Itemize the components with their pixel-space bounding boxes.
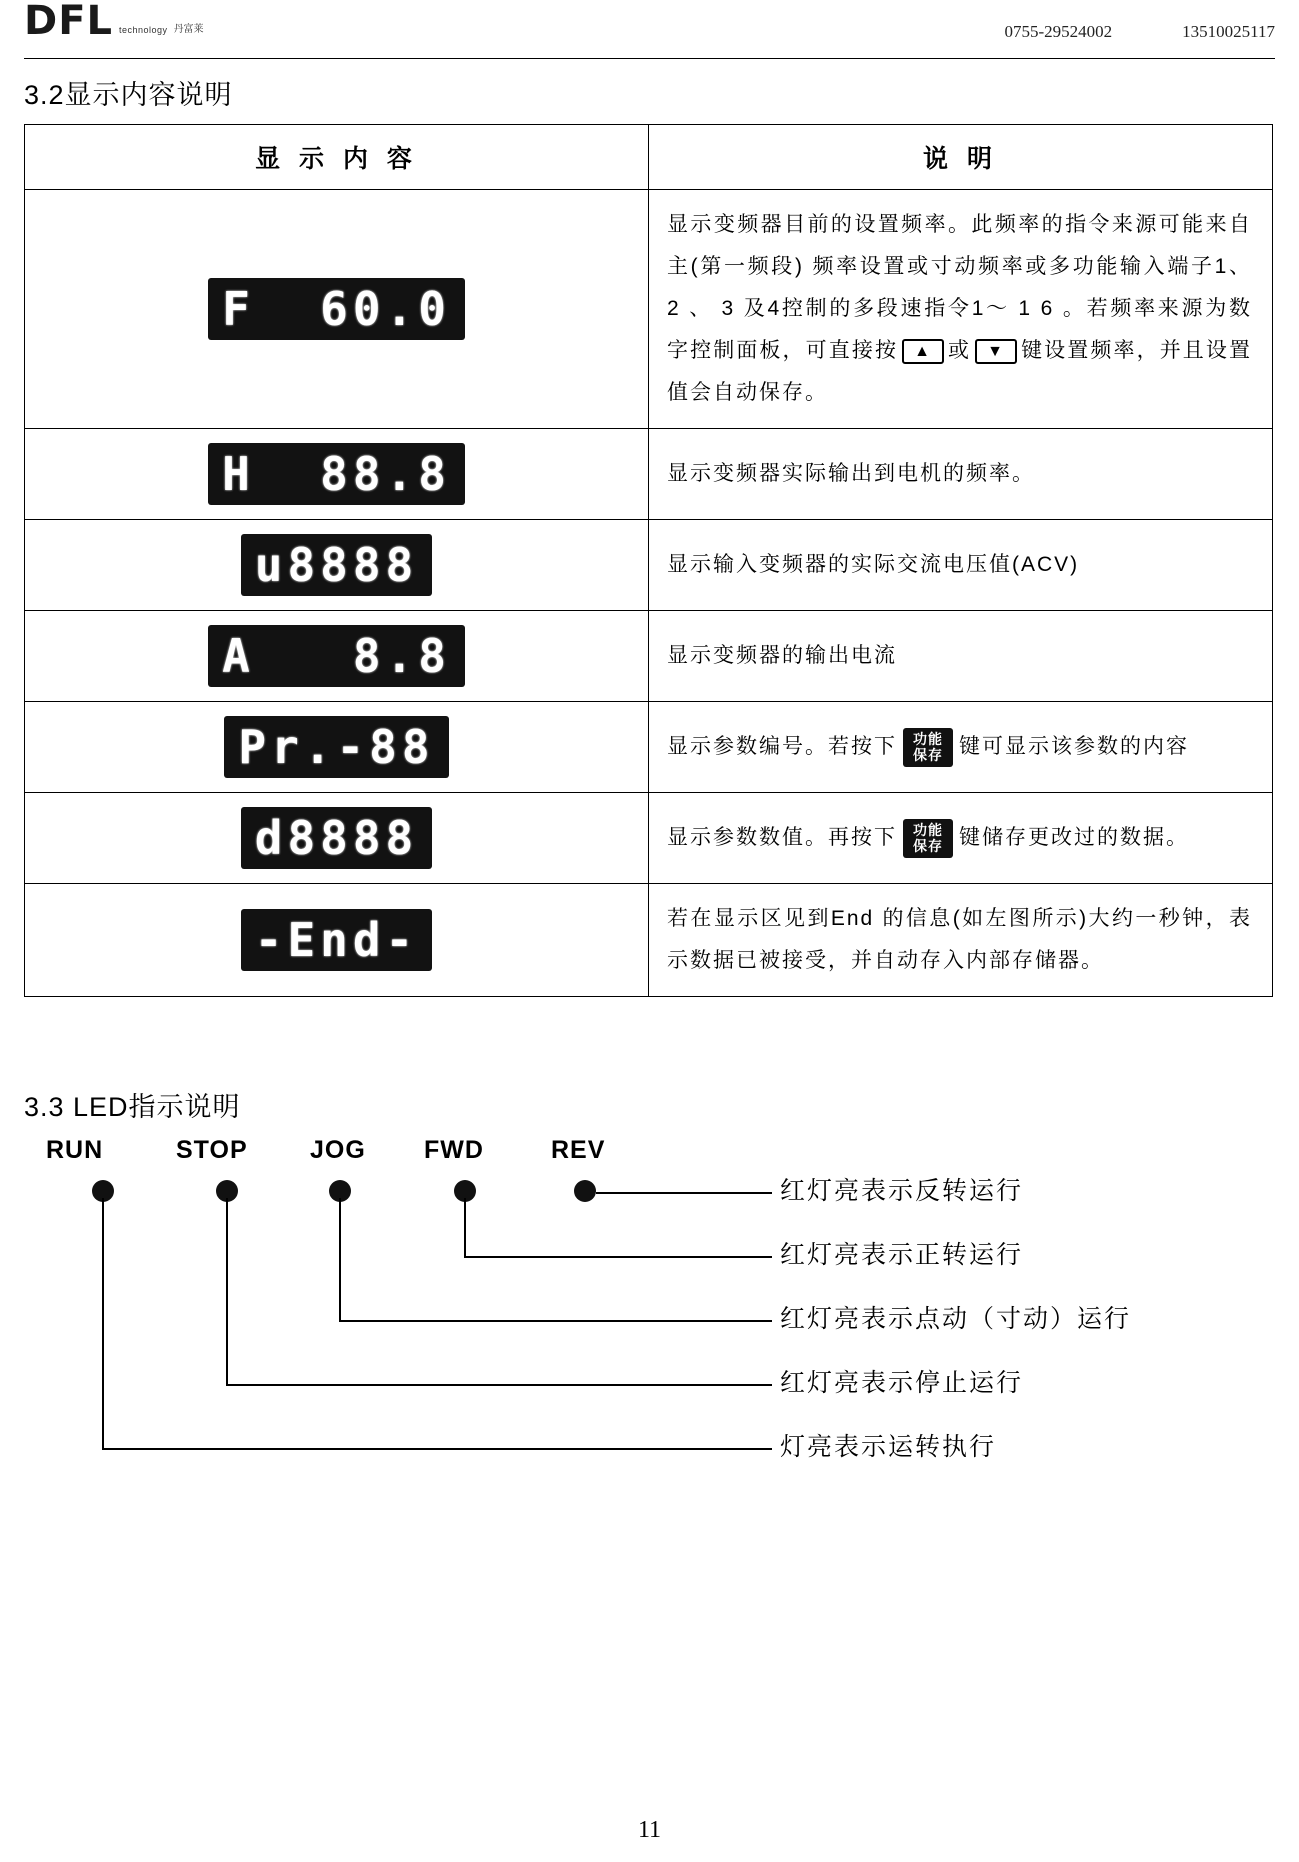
led-dot-rev bbox=[574, 1180, 596, 1202]
description-cell bbox=[649, 793, 1273, 884]
seg-display bbox=[241, 807, 432, 869]
led-display-cell bbox=[25, 793, 649, 884]
seg-display bbox=[241, 534, 432, 596]
table-row bbox=[25, 611, 1273, 702]
description-cell bbox=[649, 702, 1273, 793]
led-display-cell bbox=[25, 429, 649, 520]
led-display-cell bbox=[25, 702, 649, 793]
brand-logo bbox=[24, 0, 204, 44]
led-label-rev: REV bbox=[551, 1136, 606, 1164]
led-note-stop: 红灯亮表示停止运行 bbox=[780, 1369, 1024, 1397]
seg-display bbox=[241, 909, 432, 971]
key-label-line2: 保存 bbox=[913, 838, 943, 855]
seg-display-text: A 8.8 bbox=[222, 629, 451, 683]
seg-display-text: d8888 bbox=[254, 811, 419, 865]
description-cell: 显示变频器的输出电流 bbox=[649, 611, 1273, 702]
leader-line-stop-horizontal bbox=[226, 1384, 772, 1386]
description-text-part3: 键设置频率，并且设置值会自动保存。 bbox=[667, 339, 1253, 404]
leader-line-stop-vertical bbox=[226, 1198, 228, 1384]
description-text-part2: 键可显示该参数的内容 bbox=[959, 735, 1189, 758]
table-row bbox=[25, 793, 1273, 884]
section-title-3-3: 3.3 LED指示说明 bbox=[24, 1092, 241, 1122]
description-text-part2: 或 bbox=[947, 339, 972, 362]
seg-display bbox=[208, 443, 465, 505]
led-note-jog: 红灯亮表示点动（寸动）运行 bbox=[780, 1305, 1132, 1333]
section-title-3-2: 3.2显示内容说明 bbox=[24, 80, 233, 110]
seg-display-text: Pr.-88 bbox=[238, 720, 435, 774]
led-label-stop: STOP bbox=[176, 1136, 248, 1164]
seg-display-text: u8888 bbox=[254, 538, 419, 592]
key-label-line2: 保存 bbox=[913, 747, 943, 764]
function-save-key-icon bbox=[903, 819, 953, 857]
table-row bbox=[25, 190, 1273, 429]
led-display-cell bbox=[25, 520, 649, 611]
display-content-table bbox=[24, 124, 1273, 997]
header-contact bbox=[1004, 22, 1275, 42]
leader-line-jog-vertical bbox=[339, 1198, 341, 1320]
leader-line-rev bbox=[596, 1192, 772, 1194]
table-row bbox=[25, 520, 1273, 611]
led-label-jog: JOG bbox=[310, 1136, 366, 1164]
led-label-fwd: FWD bbox=[424, 1136, 484, 1164]
seg-display bbox=[208, 278, 465, 340]
key-label-line1: 功能 bbox=[913, 731, 943, 748]
description-cell: 显示变频器实际输出到电机的频率。 bbox=[649, 429, 1273, 520]
description-cell: 显示输入变频器的实际交流电压值(ACV) bbox=[649, 520, 1273, 611]
seg-display bbox=[208, 625, 465, 687]
leader-line-fwd-horizontal bbox=[464, 1256, 772, 1258]
page-number: 11 bbox=[637, 1817, 662, 1843]
seg-display bbox=[224, 716, 448, 778]
leader-line-fwd-vertical bbox=[464, 1198, 466, 1256]
table-row bbox=[25, 429, 1273, 520]
description-text-part2: 键储存更改过的数据。 bbox=[959, 826, 1189, 849]
description-text-part1: 显示变频器目前的设置频率。此频率的指令来源可能来自主(第一频段) 频率设置或寸动频率或多功能输入端子1、 2 、 3 及4控制的多段速指令1～ 1 6 。若频率来源为数字控制面板，可直接按 bbox=[667, 213, 1252, 362]
key-label-line1: 功能 bbox=[913, 822, 943, 839]
seg-display-text: -End- bbox=[254, 913, 419, 967]
led-note-run: 灯亮表示运转执行 bbox=[780, 1433, 997, 1461]
column-header-description: 说 明 bbox=[649, 125, 1273, 190]
logo-subtitle: technology bbox=[119, 25, 168, 35]
logo-text: DFL bbox=[24, 0, 114, 44]
logo-chinese-name: 丹富莱 bbox=[173, 24, 204, 35]
table-row bbox=[25, 702, 1273, 793]
leader-line-run-vertical bbox=[102, 1198, 104, 1448]
seg-display-text: F 60.0 bbox=[222, 282, 451, 336]
page-header bbox=[24, 0, 1275, 59]
leader-line-run-horizontal bbox=[102, 1448, 772, 1450]
column-header-display: 显 示 内 容 bbox=[25, 125, 649, 190]
phone-landline: 0755-29524002 bbox=[1004, 22, 1113, 41]
function-save-key-icon bbox=[903, 728, 953, 766]
down-arrow-key-icon: ▼ bbox=[975, 339, 1017, 364]
led-label-run: RUN bbox=[46, 1136, 104, 1164]
description-cell: 若在显示区见到End 的信息(如左图所示)大约一秒钟，表示数据已被接受，并自动存入内部存储器。 bbox=[649, 884, 1273, 997]
seg-display-text: H 88.8 bbox=[222, 447, 451, 501]
led-display-cell bbox=[25, 190, 649, 429]
phone-mobile: 13510025117 bbox=[1182, 22, 1275, 41]
table-header-row bbox=[25, 125, 1273, 190]
led-note-fwd: 红灯亮表示正转运行 bbox=[780, 1241, 1024, 1269]
description-text-part1: 显示参数编号。若按下 bbox=[667, 735, 897, 758]
leader-line-jog-horizontal bbox=[339, 1320, 772, 1322]
up-arrow-key-icon: ▲ bbox=[902, 339, 944, 364]
led-note-rev: 红灯亮表示反转运行 bbox=[780, 1177, 1024, 1205]
led-display-cell bbox=[25, 611, 649, 702]
description-text-part1: 显示参数数值。再按下 bbox=[667, 826, 897, 849]
table-row bbox=[25, 884, 1273, 997]
led-display-cell bbox=[25, 884, 649, 997]
description-cell bbox=[649, 190, 1273, 429]
led-indicator-diagram bbox=[24, 1136, 1273, 1496]
